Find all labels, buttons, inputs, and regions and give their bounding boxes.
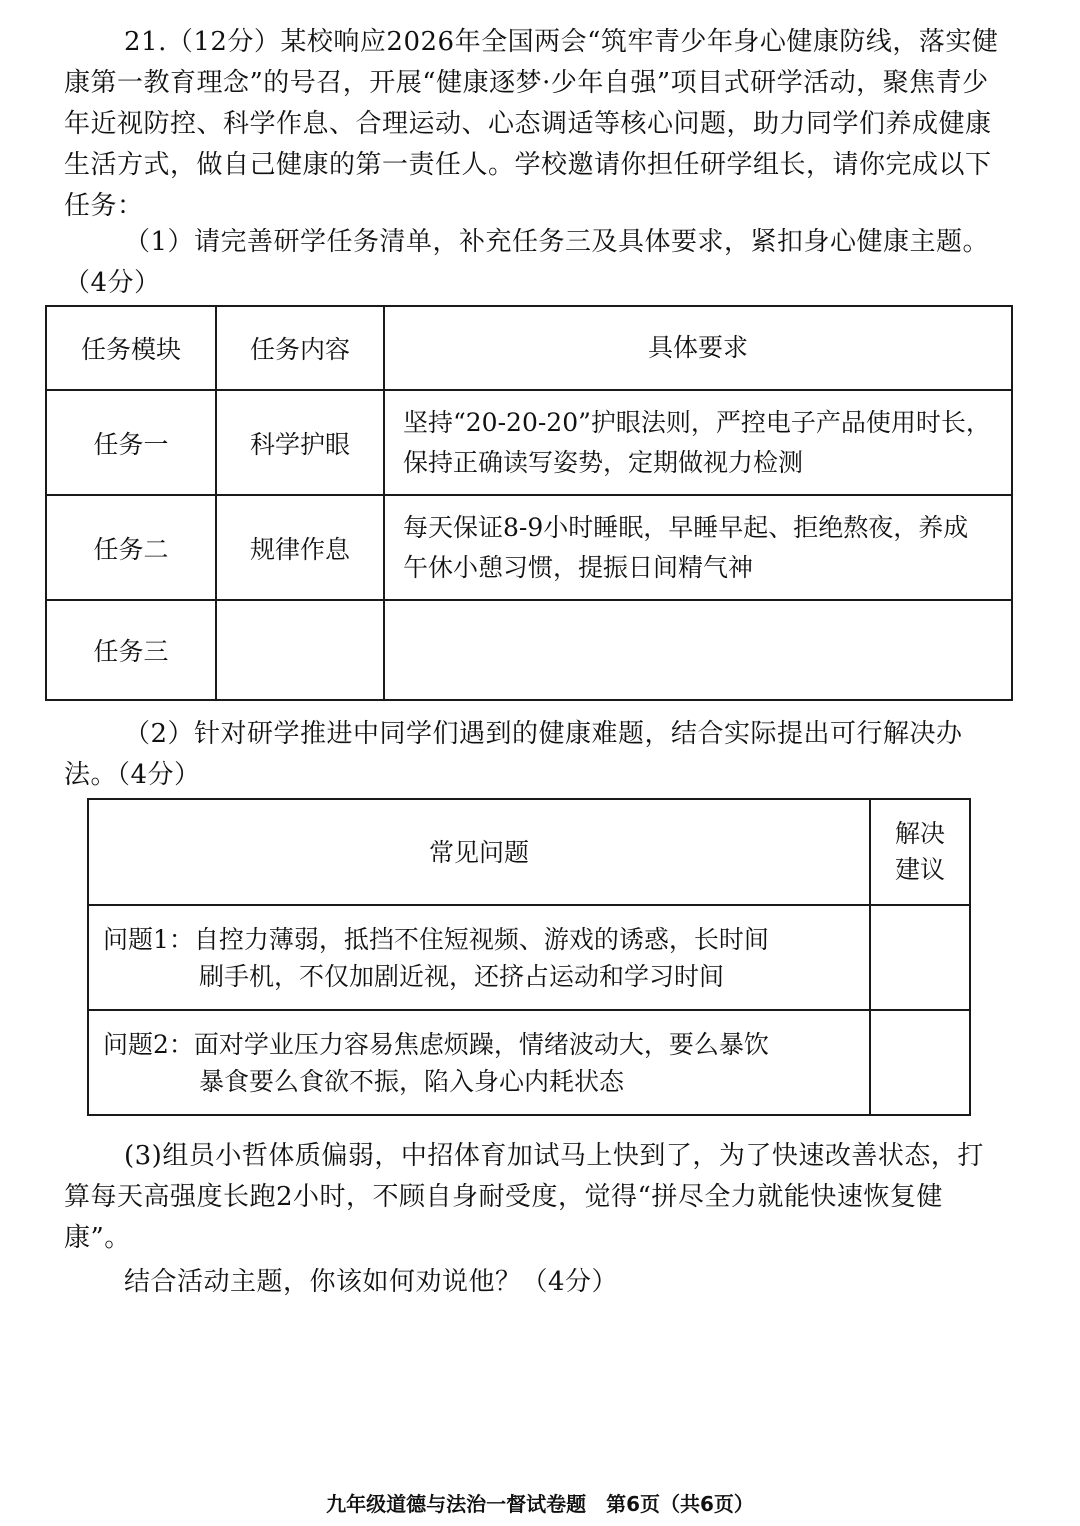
header-solution-line1: 解决 <box>894 819 945 848</box>
table-row <box>88 1010 970 1115</box>
task-content-cell: 科学护眼 <box>216 390 384 495</box>
task-requirement-blank-cell[interactable] <box>384 600 1012 700</box>
table-row <box>46 600 1012 700</box>
page-footer: 九年级道德与法治一督试卷题 第6页（共6页） <box>326 1492 754 1516</box>
header-requirement: 具体要求 <box>384 306 1012 390</box>
question-21-part3: (3)组员小哲体质偏弱，中招体育加试马上快到了，为了快速改善状态，打算每天高强度长跑2小时，不顾自身耐受度，觉得“拼尽全力就能快速恢复健康”。 <box>64 1141 984 1253</box>
header-solution <box>870 799 970 905</box>
task-module-cell: 任务三 <box>46 600 216 700</box>
problem-label: 问题2： <box>103 1029 194 1059</box>
question-21-part1: （1）请完善研学任务清单，补充任务三及具体要求，紧扣身心健康主题。（4分） <box>64 227 990 298</box>
task-requirement-cell: 坚持“20-20-20”护眼法则，严控电子产品使用时长，保持正确读写姿势，定期做视力检测 <box>384 390 1012 495</box>
task-module-cell: 任务一 <box>46 390 216 495</box>
header-common-problem: 常见问题 <box>88 799 870 905</box>
task-list-table <box>45 305 1013 701</box>
header-task-module: 任务模块 <box>46 306 216 390</box>
task-requirement-cell: 每天保证8-9小时睡眠，早睡早起、拒绝熬夜，养成午休小憩习惯，提振日间精气神 <box>384 495 1012 600</box>
header-solution-line2: 建议 <box>894 855 945 884</box>
solution-blank-cell[interactable] <box>870 905 970 1010</box>
table-row <box>88 905 970 1010</box>
health-problem-table <box>87 798 971 1116</box>
question-21-part2: （2）针对研学推进中同学们遇到的健康难题，结合实际提出可行解决办法。（4分） <box>64 719 963 790</box>
problem-text-line1: 面对学业压力容易焦虑烦躁，情绪波动大，要么暴饮 <box>193 1029 769 1059</box>
task-content-cell: 规律作息 <box>216 495 384 600</box>
solution-blank-cell[interactable] <box>870 1010 970 1115</box>
question-21-part3-ask: 结合活动主题，你该如何劝说他？（4分） <box>124 1267 619 1297</box>
problem-table-header-row <box>88 799 970 905</box>
question-21-intro: 21.（12分）某校响应2026年全国两会“筑牢青少年身心健康防线，落实健康第一教育理念”的号召，开展“健康逐梦·少年自强”项目式研学活动，聚焦青少年近视防控、科学作息、合理运动、心态调适等核心问题，助力同学们养成健康生活方式，做自己健康的第一责任人。学校邀请你担任研学组长，请你完成以下任务： <box>64 27 999 221</box>
answer-area[interactable] <box>64 1310 999 1470</box>
task-content-blank-cell[interactable] <box>216 600 384 700</box>
problem-text-line2: 刷手机，不仅加剧近视，还挤占运动和学习时间 <box>199 961 725 991</box>
problem-1-cell <box>88 905 870 1010</box>
task-table-header-row <box>46 306 1012 390</box>
header-task-content: 任务内容 <box>216 306 384 390</box>
problem-text-line2: 暴食要么食欲不振，陷入身心内耗状态 <box>199 1066 625 1096</box>
table-row <box>46 495 1012 600</box>
problem-text-line1: 自控力薄弱，抵挡不住短视频、游戏的诱惑，长时间 <box>193 924 769 954</box>
problem-2-cell <box>88 1010 870 1115</box>
problem-label: 问题1： <box>103 924 194 954</box>
task-module-cell: 任务二 <box>46 495 216 600</box>
table-row <box>46 390 1012 495</box>
